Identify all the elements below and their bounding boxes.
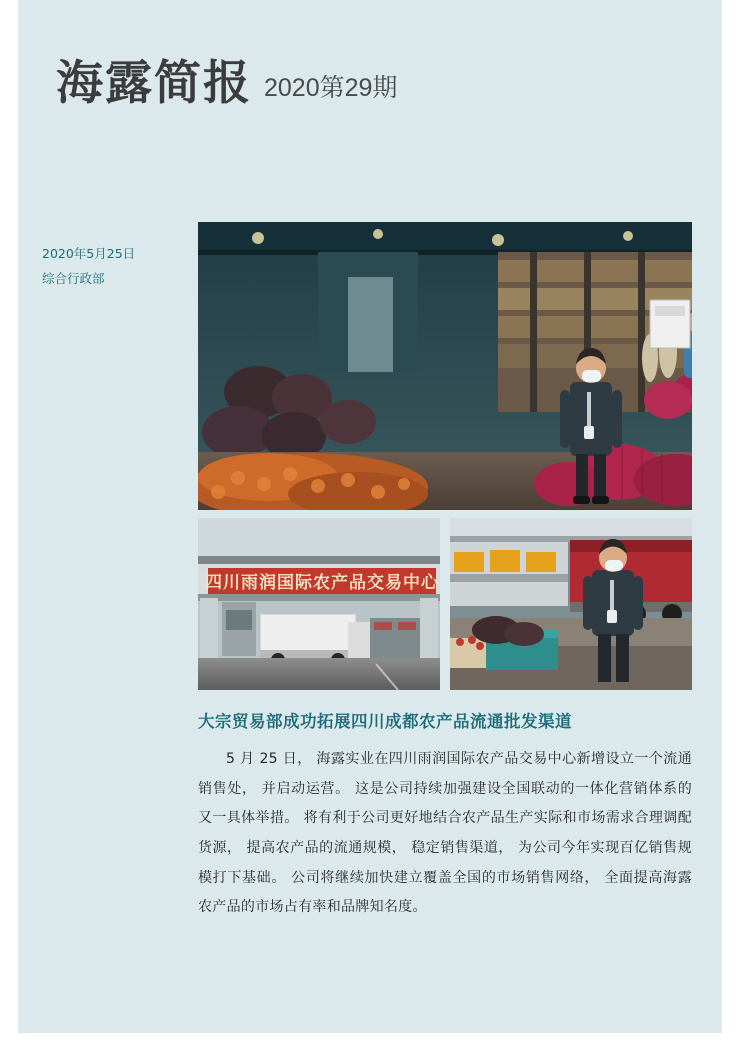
article-title: 大宗贸易部成功拓展四川成都农产品流通批发渠道 — [198, 712, 572, 731]
article-body: 5 月 25 日， 海露实业在四川雨润国际农产品交易中心新增设立一个流通销售处， 并启动运营。 这是公司持续加强建设全国联动的一体化营销体系的又一具体举措。 将有利于公司更好地结合农产品生产实际和市场需求合理调配货源， 提高农产品的流通规模， 稳定销售渠道， 为公司今年实现百亿销售规模打下基础。 公司将继续加快建立覆盖全国的市场销售网络， 全面提高海露农产品的市场占有率和品牌知名度。 — [198, 751, 692, 916]
warehouse-truck-loading-photo-graphic — [198, 222, 692, 510]
meta-block — [42, 241, 192, 291]
page-margin-right — [722, 0, 740, 1047]
market-gate-photo — [198, 518, 440, 690]
department-name: 综合行政部 — [42, 271, 105, 286]
staff-at-loading-dock-photo — [450, 518, 692, 690]
masthead — [56, 56, 398, 111]
svg-text:四川雨润国际农产品交易中心: 四川雨润国际农产品交易中心 — [205, 573, 439, 593]
page-title: 海露简报 — [56, 56, 252, 111]
issue-label: 2020第29期 — [264, 74, 398, 102]
page-margin-left — [0, 0, 18, 1047]
market-gate-photo-graphic — [198, 518, 440, 690]
warehouse-truck-loading-photo — [198, 222, 692, 510]
staff-at-loading-dock-photo-graphic — [450, 518, 692, 690]
publish-date: 2020年5月25日 — [42, 246, 136, 261]
page-margin-bottom — [0, 1033, 740, 1047]
